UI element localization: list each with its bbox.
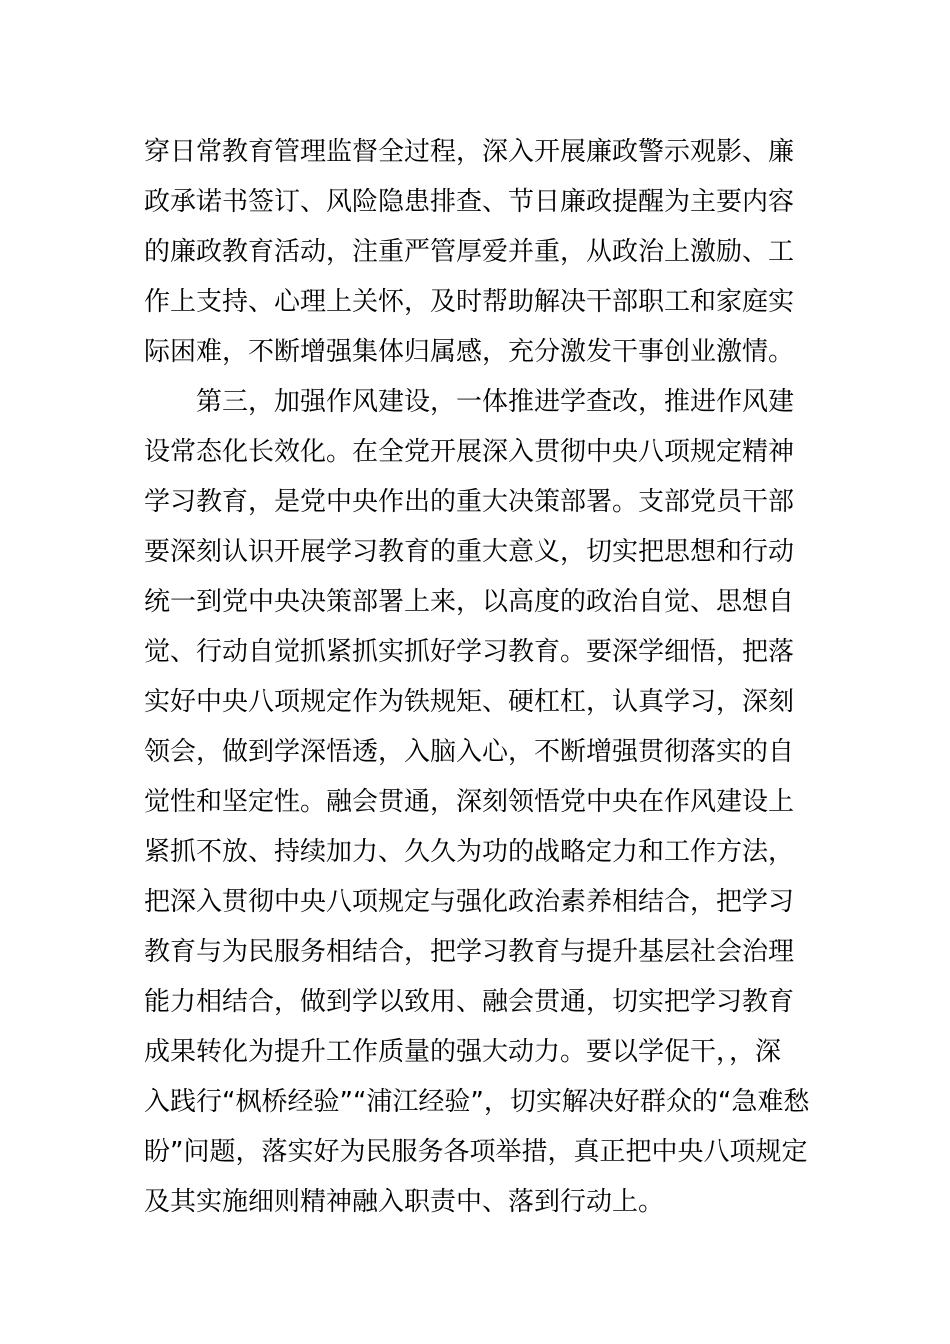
text-line: 统一到党中央决策部署上来，以高度的政治自觉、思想自 — [144, 587, 795, 617]
text-line: 及其实施细则精神融入职责中、落到行动上。 — [144, 1187, 665, 1217]
text-line: 教育与为民服务相结合，把学习教育与提升基层社会治理 — [144, 937, 795, 967]
text-line: 实好中央八项规定作为铁规矩、硬杠杠，认真学习，深刻 — [144, 687, 795, 717]
text-line: 的廉政教育活动，注重严管厚爱并重，从政治上激励、工 — [144, 237, 795, 267]
text-line: 觉性和坚定性。融会贯通，深刻领悟党中央在作风建设上 — [144, 787, 795, 817]
text-line: 政承诺书签订、风险隐患排查、节日廉政提醒为主要内容 — [144, 187, 795, 217]
paragraph-start-line: 第三，加强作风建设，一体推进学查改，推进作风建 — [196, 387, 795, 417]
text-line: 成果转化为提升工作质量的强大动力。要以学促干，，深 — [144, 1037, 782, 1067]
text-line: 设常态化长效化。在全党开展深入贯彻中央八项规定精神 — [144, 437, 795, 467]
text-line: 穿日常教育管理监督全过程，深入开展廉政警示观影、廉 — [144, 137, 795, 167]
text-line: 作上支持、心理上关怀，及时帮助解决干部职工和家庭实 — [144, 287, 795, 317]
body-text — [144, 127, 814, 1227]
text-line: 盼”问题，落实好为民服务各项举措，真正把中央八项规定 — [144, 1137, 808, 1167]
text-line: 觉、行动自觉抓紧抓实抓好学习教育。要深学细悟，把落 — [144, 637, 795, 667]
text-line: 能力相结合，做到学以致用、融会贯通，切实把学习教育 — [144, 987, 795, 1017]
text-line: 紧抓不放、持续加力、久久为功的战略定力和工作方法， — [144, 837, 795, 867]
text-line: 把深入贯彻中央八项规定与强化政治素养相结合，把学习 — [144, 887, 795, 917]
text-line: 际困难，不断增强集体归属感，充分激发干事创业激情。 — [144, 337, 795, 367]
text-line: 领会，做到学深悟透，入脑入心，不断增强贯彻落实的自 — [144, 737, 795, 767]
text-line: 学习教育，是党中央作出的重大决策部署。支部党员干部 — [144, 487, 795, 517]
text-line: 入践行“枫桥经验”“浦江经验”，切实解决好群众的“急难愁 — [144, 1087, 810, 1117]
text-line: 要深刻认识开展学习教育的重大意义，切实把思想和行动 — [144, 537, 795, 567]
